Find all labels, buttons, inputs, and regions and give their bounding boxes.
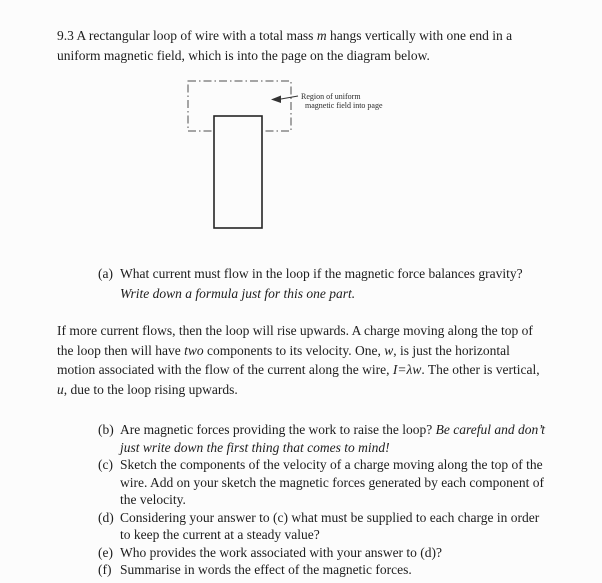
part-c-text — [120, 456, 546, 509]
problem-statement — [57, 26, 546, 65]
problem-statement-text-cont: hangs vertically with one end in a uniform magnetic field, which is into the page on the diagram below. — [57, 28, 513, 63]
part-a-question: What current must flow in the loop if the magnetic force balances gravity? — [120, 266, 523, 281]
body-paragraph — [57, 321, 546, 399]
diagram-canvas — [57, 80, 546, 230]
current-formula: I=λw — [392, 362, 422, 377]
part-e-question: Who provides the work associated with your answer to (d)? — [120, 544, 443, 560]
problem-statement-text: A rectangular loop of wire with a total mass — [73, 28, 317, 43]
part-b-label: (b) — [98, 422, 114, 437]
part-c-label: (c) — [98, 457, 113, 472]
part-a-label: (a) — [98, 266, 113, 281]
part-f-label: (f) — [98, 562, 112, 577]
part-d-text — [120, 509, 546, 544]
part-f-question: Summarise in words the effect of the magnetic forces. — [120, 562, 412, 577]
two-emphasis: two — [184, 342, 204, 358]
label-arrow-line — [281, 96, 298, 99]
part-c-question: Sketch the components of the velocity of a charge moving along the top of the wire. Add on your sketch the magnetic forces generated by each component of the velocity. — [120, 457, 544, 507]
part-b — [98, 421, 546, 456]
wire-loop — [214, 116, 262, 228]
label-arrow-head — [271, 96, 281, 104]
part-d-question: Considering your answer to (c) what must be supplied to each charge in order to keep the current at a steady value? — [120, 509, 540, 542]
part-a-text — [120, 264, 546, 303]
parts-list — [57, 421, 546, 579]
part-f — [98, 561, 546, 579]
part-e — [98, 544, 546, 562]
part-d-label: (d) — [98, 509, 114, 525]
w-symbol: w — [384, 342, 394, 358]
body-text-5: , due to the loop rising upwards. — [63, 381, 238, 397]
body-text-2: components to its velocity. One, — [203, 342, 385, 358]
part-f-text — [120, 561, 546, 579]
problem-number: 9.3 — [57, 28, 74, 43]
u-symbol: u — [57, 381, 64, 397]
part-a — [98, 264, 546, 303]
part-a-instruction: Write down a formula just for this one part. — [120, 285, 356, 301]
field-label-line2: magnetic field into page — [305, 101, 383, 110]
magnetic-field-diagram — [57, 80, 546, 230]
part-b-question: Are magnetic forces providing the work to raise the loop? — [120, 422, 436, 437]
body-text-1: If more current flows, then the loop will rise upwards. A charge moving along the top of the loop then will have — [57, 323, 533, 358]
field-label-line1: Region of uniform — [301, 92, 361, 101]
part-c — [98, 456, 546, 509]
mass-symbol: m — [316, 28, 327, 43]
body-text-4: . The other is vertical, — [421, 362, 540, 377]
part-d — [98, 509, 546, 544]
part-b-text — [120, 421, 546, 456]
part-b-warning: Be careful and don’t just write down the first thing that comes to mind! — [120, 422, 546, 455]
body-text-3: , is just the horizontal motion associated with the flow of the current along the wire, — [57, 342, 510, 377]
part-e-label: (e) — [98, 544, 113, 560]
part-e-text — [120, 544, 546, 562]
